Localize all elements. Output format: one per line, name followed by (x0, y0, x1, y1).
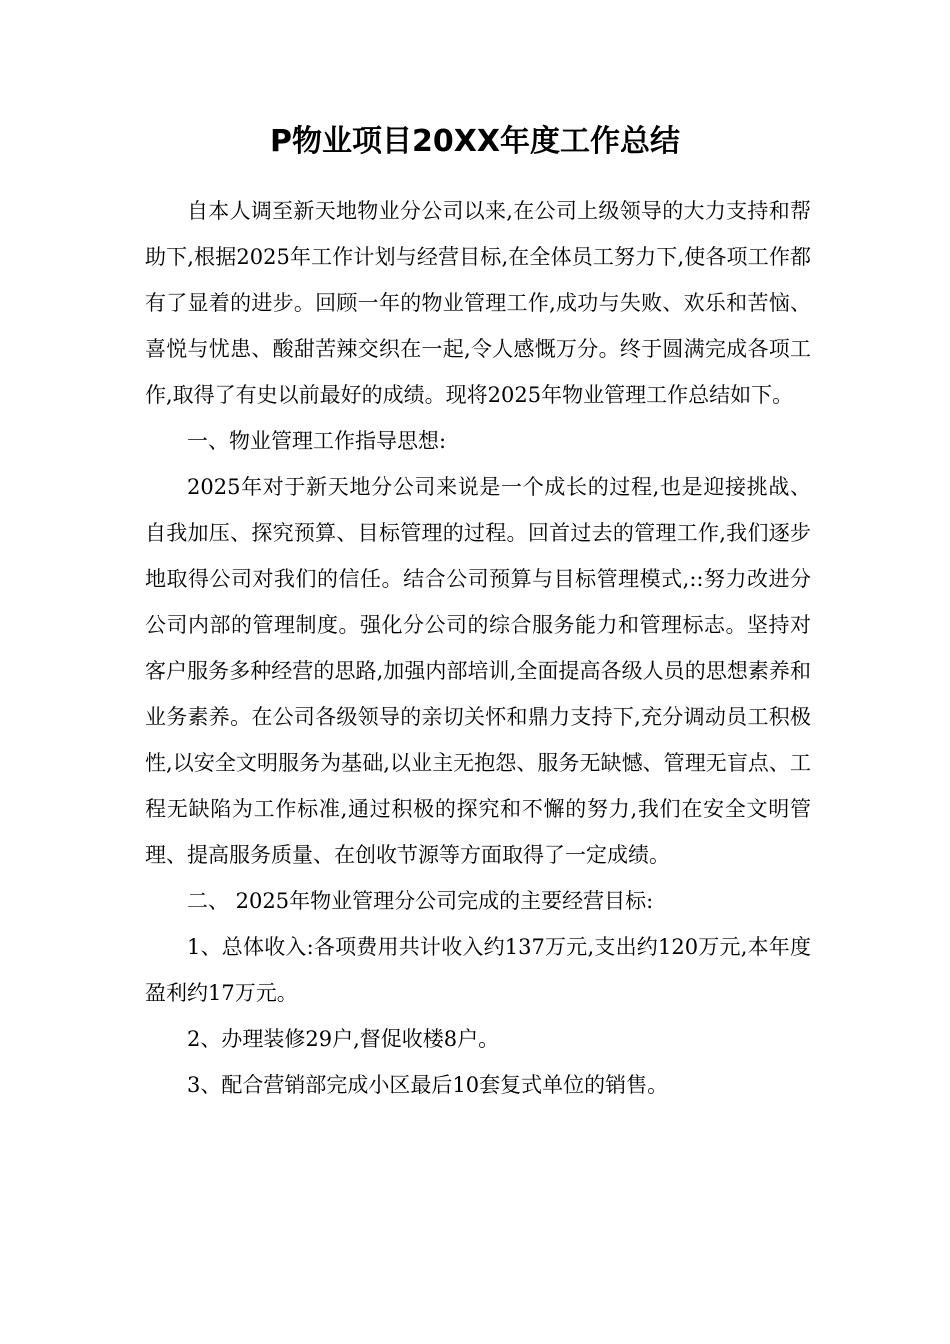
document-body (145, 188, 811, 1108)
section-heading-guiding-ideology: 一、物业管理工作指导思想: (187, 429, 447, 453)
list-item-sales: 3、配合营销部完成小区最后10套复式单位的销售。 (187, 1073, 669, 1097)
paragraph-guiding-ideology: 2025年对于新天地分公司来说是一个成长的过程,也是迎接挑战、自我加压、探究预算、目标管理的过程。回首过去的管理工作,我们逐步地取得公司对我们的信任。结合公司预算与目标管理模式,::努力改进分公司内部的管理制度。强化分公司的综合服务能力和管理标志。坚持对客户服务多种经营的思路,加强内部培训,全面提高各级人员的思想素养和业务素养。在公司各级领导的亲切关怀和鼎力支持下,充分调动员工积极性,以安全文明服务为基础,以业主无抱怨、服务无缺憾、管理无盲点、工程无缺陷为工作标准,通过积极的探究和不懈的努力,我们在安全文明管理、提高服务质量、在创收节源等方面取得了一定成绩。 (145, 475, 811, 867)
list-item-total-income: 1、总体收入:各项费用共计收入约137万元,支出约120万元,本年度盈利约17万元。 (145, 935, 811, 1005)
list-item-renovation: 2、办理装修29户,督促收楼8户。 (187, 1027, 500, 1051)
document-title: P物业项目20XX年度工作总结 (270, 124, 680, 159)
section-heading-business-targets: 二、 2025年物业管理分公司完成的主要经营目标: (187, 889, 654, 913)
paragraph-intro: 自本人调至新天地物业分公司以来,在公司上级领导的大力支持和帮助下,根据2025年工作计划与经营目标,在全体员工努力下,使各项工作都有了显着的进步。回顾一年的物业管理工作,成功与失败、欢乐和苦恼、喜悦与忧患、酸甜苦辣交织在一起,令人感慨万分。终于圆满完成各项工作,取得了有史以前最好的成绩。现将2025年物业管理工作总结如下。 (145, 199, 811, 407)
